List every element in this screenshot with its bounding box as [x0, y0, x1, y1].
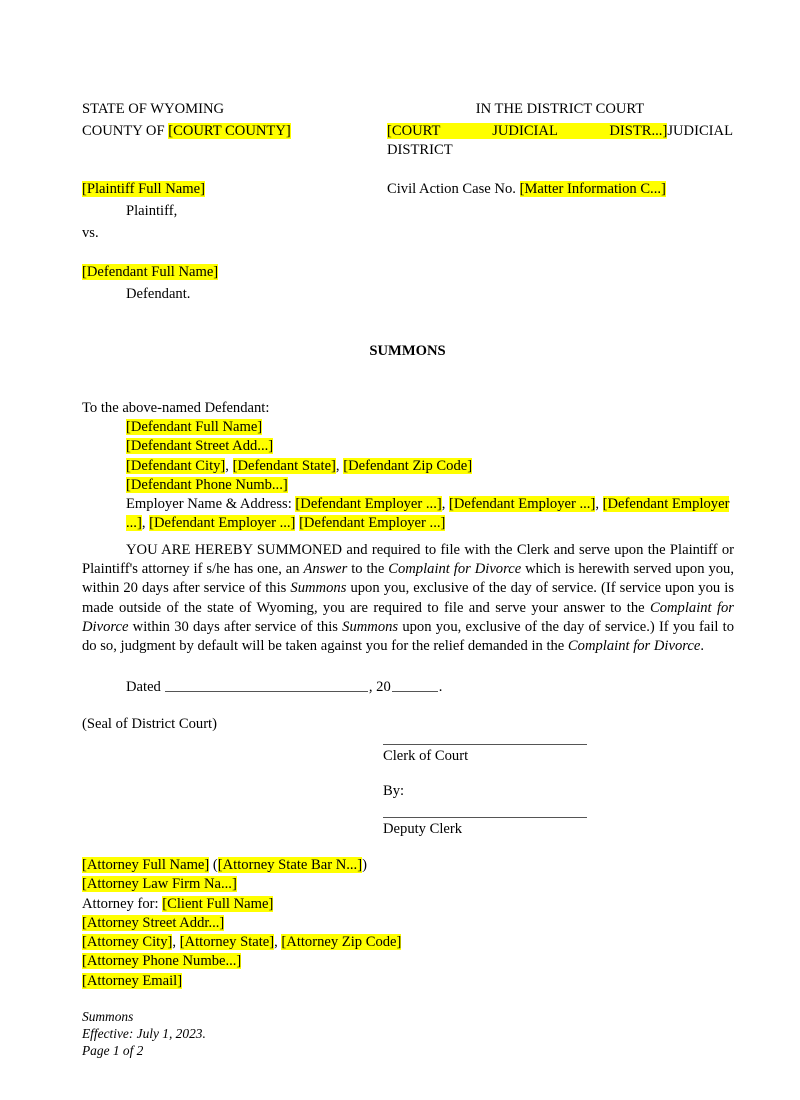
attorney-bar-number-value[interactable]: [Attorney State Bar N...] [217, 857, 363, 873]
body-hereby-summoned: YOU ARE HEREBY SUMMONED [126, 542, 343, 558]
attorney-citystatezip-line: [Attorney City], [Attorney State], [Attorney Zip Code] [82, 934, 402, 951]
attorney-law-firm-value[interactable]: [Attorney Law Firm Na...] [82, 876, 237, 893]
plaintiff-name-placeholder[interactable]: [Plaintiff Full Name] [82, 181, 205, 197]
district-line-row2: DISTRICT [387, 142, 453, 158]
attorney-email-line [82, 972, 582, 991]
attorney-name-value[interactable]: [Attorney Full Name] [82, 857, 210, 873]
versus-label: vs. [82, 225, 99, 241]
dated-date-blank[interactable] [165, 679, 368, 692]
district-line [387, 122, 733, 160]
defendant-city-value[interactable]: [Defendant City] [126, 457, 226, 474]
district-line-row1 [387, 122, 733, 141]
seal-of-district-court: (Seal of District Court) [82, 716, 217, 732]
summons-body-paragraph [82, 541, 734, 656]
defendant-address-street [126, 437, 737, 456]
defendant-employer-2-value[interactable]: [Defendant Employer ...] [449, 496, 596, 513]
body-text-3: which is herewith served upon you, within 20 days after service of this [82, 561, 734, 597]
caption-header [82, 100, 733, 307]
caption-row-defendant-label [82, 285, 733, 304]
defendant-address-citystatezip: [Defendant City], [Defendant State], [Defendant Zip Code] [126, 457, 473, 474]
by-label: By: [383, 783, 405, 799]
county-line [82, 122, 387, 141]
client-name-value[interactable]: [Client Full Name] [162, 895, 274, 912]
attorney-for-label: Attorney for: [82, 895, 163, 912]
body-complaint-italic-1: Complaint for Divorce [388, 561, 522, 578]
attorney-firm-line [82, 875, 582, 894]
defendant-employer-line: Employer Name & Address: [Defendant Employer ...], [Defendant Employer ...], [Defendant Employer ...], [Defendant Employer ...] [Defendant Employer ...] [126, 496, 730, 532]
body-complaint-italic-3: Complaint for Divorce [567, 638, 701, 655]
caption-row-plaintiff-label [82, 202, 733, 221]
attorney-street-line [82, 914, 582, 933]
county-label: COUNTY OF [82, 123, 169, 139]
body-answer-italic: Answer [303, 561, 348, 578]
footer-effective-date: Effective: July 1, 2023. [82, 1026, 206, 1042]
page-title: SUMMONS [369, 343, 446, 359]
body-summons-italic-2: Summons [342, 618, 399, 635]
defendant-zip-value[interactable]: [Defendant Zip Code] [343, 457, 473, 474]
attorney-street-value[interactable]: [Attorney Street Addr...] [82, 914, 225, 931]
attorney-state-value[interactable]: [Attorney State] [179, 934, 275, 951]
defendant-employer-5-value[interactable]: [Defendant Employer ...] [299, 515, 446, 532]
case-number-placeholder[interactable]: [Matter Information C...] [519, 181, 666, 197]
attorney-for-line [82, 895, 582, 914]
page-footer [82, 1008, 206, 1060]
footer-page-number: Page 1 of 2 [82, 1043, 144, 1059]
to-defendant-intro: To the above-named Defendant: [82, 400, 270, 416]
defendant-employer-3-value[interactable]: [Defendant Employer ...] [126, 496, 730, 532]
defendant-address-block [82, 418, 737, 534]
body-text-2: to the [347, 561, 389, 578]
body-text-5: within 30 days after service of this [128, 618, 343, 635]
defendant-name-line [82, 263, 387, 282]
attorney-name-line [82, 856, 582, 875]
attorney-city-value[interactable]: [Attorney City] [82, 934, 173, 951]
defendant-name-placeholder[interactable]: [Defendant Full Name] [82, 264, 219, 280]
clerk-of-court-label: Clerk of Court [383, 748, 469, 764]
dated-period: . [438, 679, 443, 695]
judicial-district-placeholder[interactable]: [COURT JUDICIAL DISTR...] [387, 123, 668, 139]
plaintiff-label: Plaintiff, [126, 203, 178, 219]
caption-row-versus [82, 224, 733, 243]
body-text-6: upon you, exclusive of the day of service.) If you fail to do so, judgment by default will be taken against you for the relief demanded in the [82, 618, 735, 655]
caption-row-county-district [82, 122, 733, 160]
body-text-1: and required to file with the Clerk and serve upon the Plaintiff or Plaintiff's attorney if s/he has one, an [82, 542, 735, 578]
caption-row-plaintiff [82, 180, 733, 199]
court-line: IN THE DISTRICT COURT [475, 101, 645, 117]
attorney-email-value[interactable]: [Attorney Email] [82, 972, 183, 989]
court-county-placeholder[interactable]: [COURT COUNTY] [168, 123, 291, 139]
defendant-label: Defendant. [126, 286, 191, 302]
attorney-bar-close-paren: ) [362, 857, 367, 873]
deputy-clerk-label: Deputy Clerk [383, 821, 463, 837]
state-line: STATE OF WYOMING [82, 101, 225, 117]
body-complaint-italic-2: Complaint for Divorce [82, 599, 734, 635]
attorney-bar-open-paren: ( [209, 857, 218, 873]
case-number-label: Civil Action Case No. [387, 181, 520, 197]
defendant-phone-value[interactable]: [Defendant Phone Numb...] [126, 476, 288, 493]
to-defendant-block [82, 399, 737, 534]
caption-row-defendant [82, 263, 733, 282]
defendant-address-name-value[interactable]: [Defendant Full Name] [126, 419, 263, 435]
employer-label: Employer Name & Address: [126, 496, 296, 513]
footer-form-name: Summons [82, 1009, 134, 1024]
attorney-zip-value[interactable]: [Attorney Zip Code] [281, 934, 402, 951]
judicial-word: JUDICIAL [667, 123, 733, 139]
attorney-phone-value[interactable]: [Attorney Phone Numbe...] [82, 953, 242, 970]
body-text-7: . [700, 638, 704, 655]
dated-comma-year: , 20 [368, 679, 391, 695]
defendant-employer-1-value[interactable]: [Defendant Employer ...] [295, 496, 442, 513]
body-text-4: upon you, exclusive of the day of service. (If service upon you is made outside of the state of Wyoming, you are required to file and serve your answer to the [82, 580, 734, 616]
plaintiff-name-line [82, 180, 387, 199]
defendant-address-street-value[interactable]: [Defendant Street Add...] [126, 438, 274, 455]
case-number-line [387, 180, 733, 199]
attorney-phone-line [82, 952, 582, 971]
body-summons-italic-1: Summons [290, 580, 347, 597]
defendant-employer-4-value[interactable]: [Defendant Employer ...] [149, 515, 296, 532]
clerk-signature-block [383, 744, 587, 839]
dated-line [82, 679, 734, 696]
attorney-block [82, 856, 582, 991]
dated-label: Dated [126, 679, 161, 695]
dated-year-blank[interactable] [392, 679, 438, 692]
defendant-state-value[interactable]: [Defendant State] [232, 457, 336, 474]
caption-row-state-court [82, 100, 733, 119]
defendant-address-name [126, 418, 737, 437]
defendant-address-phone [126, 476, 737, 495]
